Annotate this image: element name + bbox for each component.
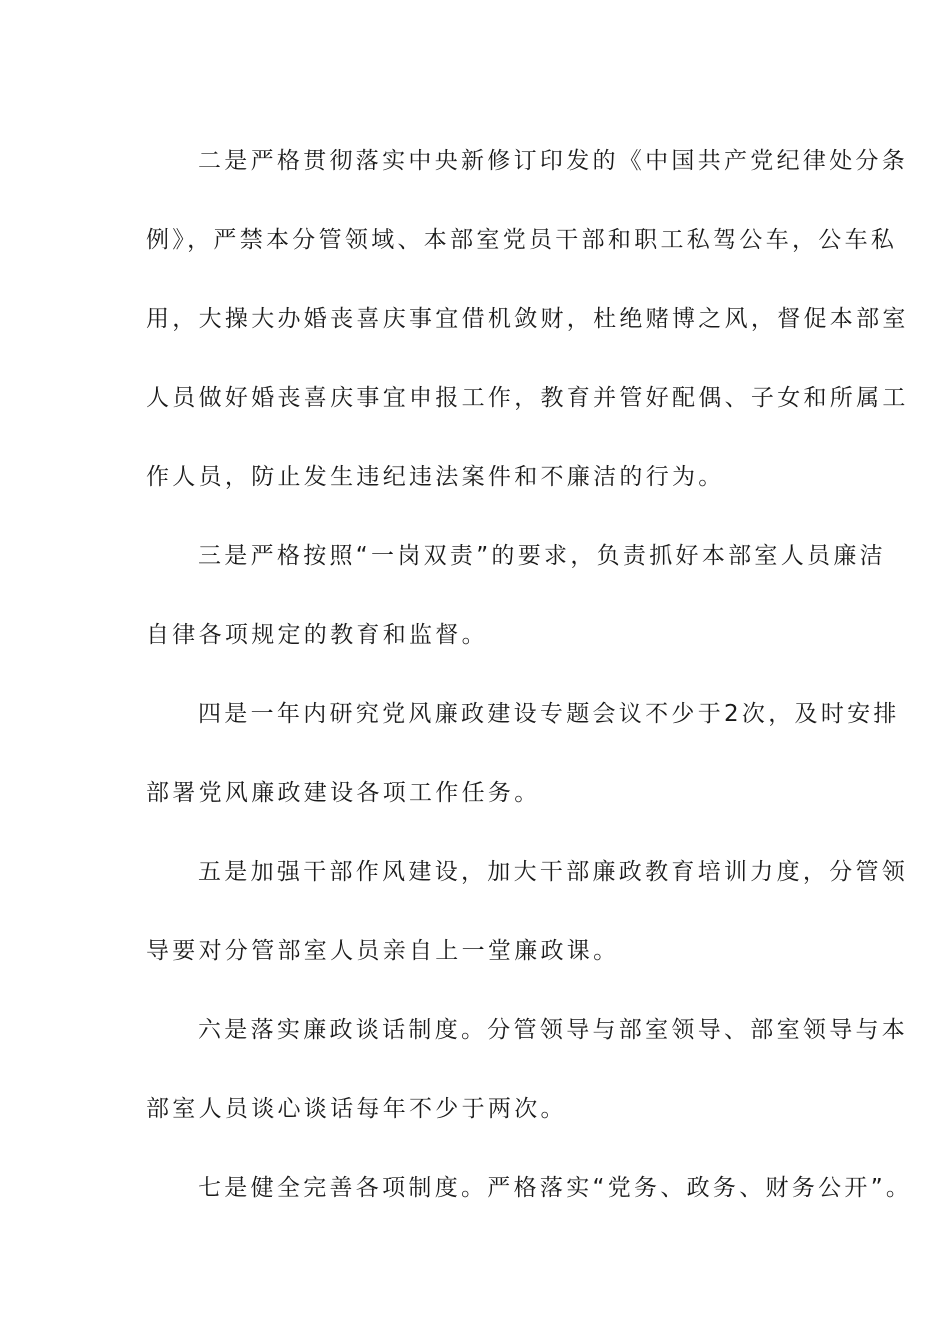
paragraph-line: 六是落实廉政谈话制度。分管领导与部室领导、部室领导与本	[198, 1017, 909, 1043]
paragraph-line: 四是一年内研究党风廉政建设专题会议不少于2次，及时安排	[198, 701, 900, 727]
paragraph-line: 人员做好婚丧喜庆事宜申报工作，教育并管好配偶、子女和所属工	[146, 385, 909, 411]
document-body	[146, 122, 913, 1228]
paragraph-line: 作人员，防止发生违纪违法案件和不廉洁的行为。	[146, 464, 725, 490]
paragraph-line: 部室人员谈心谈话每年不少于两次。	[146, 1096, 567, 1122]
paragraph-line: 例》，严禁本分管领域、本部室党员干部和职工私驾公车，公车私	[146, 227, 898, 253]
paragraph-2	[146, 122, 909, 517]
paragraph-line: 导要对分管部室人员亲自上一堂廉政课。	[146, 938, 620, 964]
paragraph-line: 部署党风廉政建设各项工作任务。	[146, 780, 541, 806]
paragraph-5	[146, 833, 909, 991]
paragraph-line: 二是严格贯彻落实中央新修订印发的《中国共产党纪律处分条	[198, 148, 909, 174]
paragraph-7	[146, 1149, 913, 1228]
paragraph-line: 用，大操大办婚丧喜庆事宜借机敛财，杜绝赌博之风，督促本部室	[146, 306, 909, 332]
paragraph-line: 三是严格按照“一岗双责”的要求，负责抓好本部室人员廉洁	[198, 543, 886, 569]
paragraph-4	[146, 675, 900, 833]
paragraph-line: 七是健全完善各项制度。严格落实“党务、政务、财务公开”。	[198, 1175, 913, 1201]
paragraph-line: 五是加强干部作风建设，加大干部廉政教育培训力度，分管领	[198, 859, 909, 885]
paragraph-line: 自律各项规定的教育和监督。	[146, 622, 488, 648]
paragraph-3	[146, 517, 886, 675]
paragraph-6	[146, 991, 909, 1149]
